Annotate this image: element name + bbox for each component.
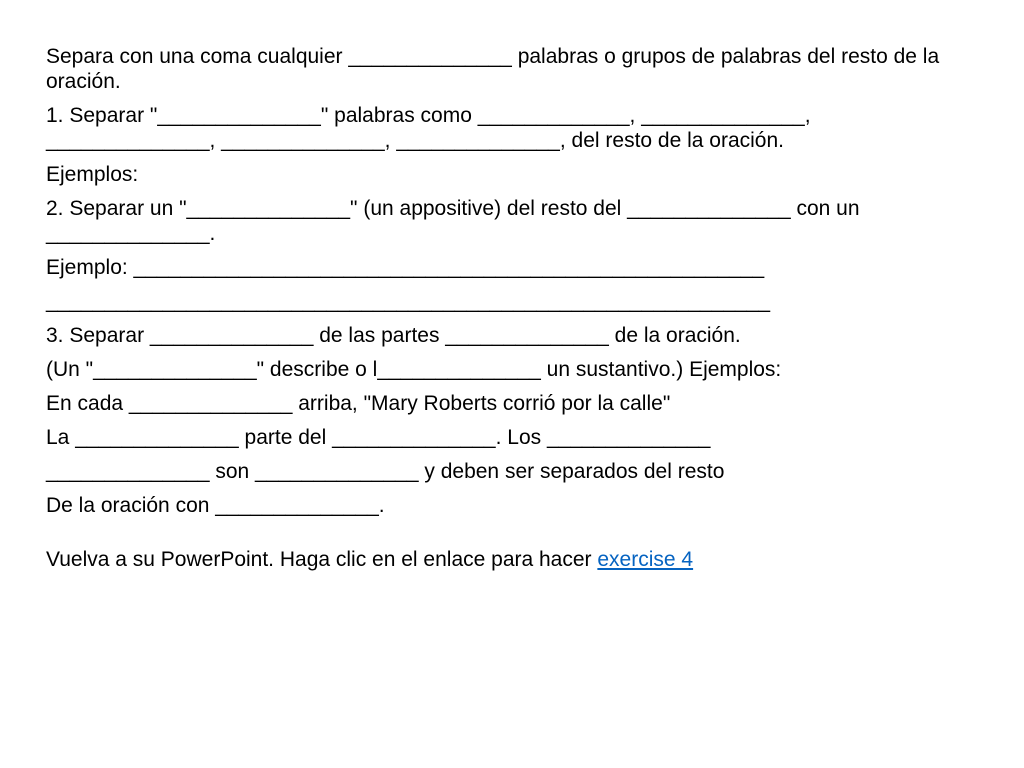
explanation-line-1: La ______________ parte del ______________. Los ______________: [46, 426, 711, 449]
rule-2-line: 2. Separar un "______________" (un appositive) del resto del ______________ con un ______________.: [46, 197, 860, 245]
slide-content: [46, 44, 976, 581]
examples-heading: Ejemplos:: [46, 163, 139, 186]
rule-3-line: 3. Separar ______________ de las partes ______________ de la oración.: [46, 324, 741, 347]
spacer: [46, 527, 976, 547]
rule-1-line: 1. Separar "______________" palabras como _____________, ______________, ______________, ______________, ______________, del resto de la oración.: [46, 104, 811, 152]
closing-text: Vuelva a su PowerPoint. Haga clic en el enlace para hacer: [46, 548, 598, 571]
exercise-4-link[interactable]: exercise 4: [597, 548, 694, 571]
example-sentence-line: En cada ______________ arriba, "Mary Roberts corrió por la calle": [46, 392, 671, 415]
explanation-line-3: De la oración con ______________.: [46, 494, 385, 517]
example-blank-line: ______________________________________________________________: [46, 290, 771, 313]
closing-line: [46, 547, 976, 572]
rule-3-definition-line: (Un "______________" describe o l______________ un sustantivo.) Ejemplos:: [46, 358, 782, 381]
example-line: Ejemplo: ______________________________________________________: [46, 256, 765, 279]
rule-intro-line: Separa con una coma cualquier ______________ palabras o grupos de palabras del resto de la oración.: [46, 45, 940, 93]
explanation-line-2: ______________ son ______________ y deben ser separados del resto: [46, 460, 725, 483]
